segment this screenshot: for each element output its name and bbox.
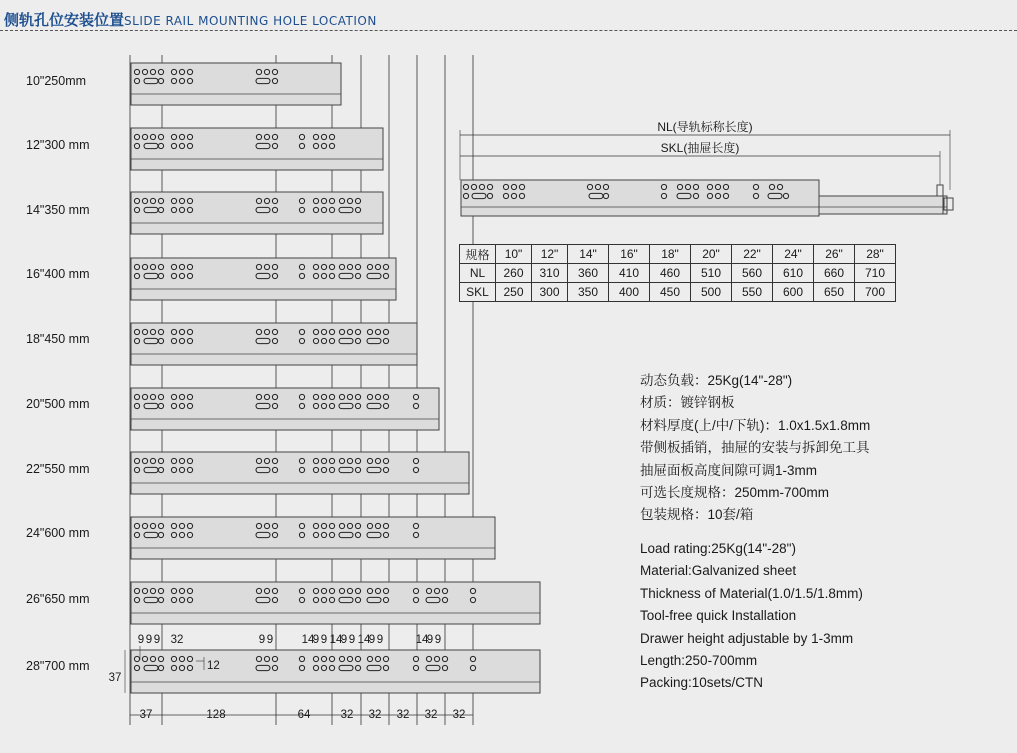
spec-cell: 20" [691,245,732,264]
rail-body [131,582,540,624]
spec-cell: 510 [691,264,732,283]
size-label: 14"350 mm [26,203,90,217]
rail-250 [131,63,341,105]
spec-cell: 300 [532,283,568,302]
spec-cell: 12" [532,245,568,264]
note-line: 可选长度规格：250mm-700mm [640,485,830,501]
spec-cell: 14" [568,245,609,264]
spec-cell: SKL [460,283,496,302]
top-dimension-label: 9 [320,634,328,646]
note-line: 材料厚度(上/中/下轨)：1.0x1.5x1.8mm [640,417,871,433]
rail-body [131,517,495,559]
top-dimension-label: 14 [301,634,315,646]
size-label: 18"450 mm [26,332,90,346]
bottom-dimension-label: 32 [340,709,354,721]
spec-cell: 560 [732,264,773,283]
note-line: Material:Galvanized sheet [640,563,797,579]
rail-600 [131,517,495,559]
size-label: 22"550 mm [26,462,90,476]
spec-cell: 26" [814,245,855,264]
notes-en [640,538,863,695]
spec-cell: 410 [609,264,650,283]
spec-cell: 710 [855,264,896,283]
spec-header-row [460,245,896,264]
top-dimension-label: 9 [376,634,384,646]
note-line: 动态负载：25Kg(14"-28") [640,373,793,388]
title-cn: 侧轨孔位安装位置 [4,12,125,29]
side-dimension-37: 37 [108,672,122,684]
rail-body [131,128,383,170]
size-label: 20"500 mm [26,397,90,411]
spec-cell: 24" [773,245,814,264]
spec-cell: 500 [691,283,732,302]
size-label: 10"250mm [26,74,87,88]
note-line: Thickness of Material(1.0/1.5/1.8mm) [640,585,863,601]
bottom-dimension-label: 128 [206,709,226,721]
spec-row-nl [460,264,896,283]
note-line: 带侧板插销，抽屉的安装与拆卸免工具 [640,440,870,456]
rail-extension [819,196,947,214]
spec-cell: 610 [773,264,814,283]
spec-cell: 16" [609,245,650,264]
note-line: 材质：镀锌钢板 [640,395,735,411]
top-dimension-label: 9 [137,634,145,646]
notes-cn [640,370,870,527]
spec-cell: 260 [496,264,532,283]
spec-cell: 450 [650,283,691,302]
top-dimension-label: 14 [415,634,429,646]
spec-cell: 规格 [460,245,496,264]
top-dimension-label: 9 [348,634,356,646]
spec-cell: NL [460,264,496,283]
rail-300 [131,128,383,170]
size-label: 26"650 mm [26,592,90,606]
spec-cell: 18" [650,245,691,264]
spec-cell: 600 [773,283,814,302]
spec-cell: 350 [568,283,609,302]
top-dimension-label: 9 [145,634,153,646]
nl-label: NL(导轨标称长度) [657,120,753,134]
rail-body [131,388,439,430]
spec-cell: 660 [814,264,855,283]
top-dimension-label: 9 [153,634,161,646]
spec-row-skl [460,283,896,302]
rail-550 [131,452,469,494]
bottom-dimension-label: 64 [297,709,311,721]
note-line: Length:250-700mm [640,653,758,669]
side-dimension-12: 12 [207,660,220,672]
spec-cell: 310 [532,264,568,283]
top-dimension-label: 32 [170,634,184,646]
note-line: Tool-free quick Installation [640,608,797,624]
top-dimension-label: 9 [266,634,274,646]
rail-400 [131,258,396,300]
rail-500 [131,388,439,430]
title-en: SLIDE RAIL MOUNTING HOLE LOCATION [124,14,377,28]
size-label: 28"700 mm [26,659,90,673]
spec-cell: 28" [855,245,896,264]
spec-table [459,244,896,302]
note-line: Load rating:25Kg(14"-28") [640,541,796,556]
rail-body [131,650,540,693]
rail-700 [131,650,540,693]
bottom-dimension-label: 32 [396,709,410,721]
spec-cell: 250 [496,283,532,302]
size-label: 12"300 mm [26,138,90,152]
top-dimension-label: 9 [434,634,442,646]
bottom-dimension-label: 32 [452,709,466,721]
bottom-dimension-label: 32 [368,709,382,721]
spec-cell: 400 [609,283,650,302]
note-line: 包装规格：10套/箱 [640,507,754,523]
top-dimension-label: 9 [258,634,266,646]
size-label: 24"600 mm [26,526,90,540]
rail-350 [131,192,383,234]
bottom-dimension-label: 32 [424,709,438,721]
note-line: Drawer height adjustable by 1-3mm [640,630,854,646]
bottom-dimension-label: 37 [139,709,153,721]
note-line: Packing:10sets/CTN [640,675,764,691]
spec-cell: 460 [650,264,691,283]
top-dimension-label: 9 [312,634,320,646]
rail-450 [131,323,417,365]
note-line: 抽屉面板高度间隙可调1-3mm [640,462,818,478]
skl-label: SKL(抽屉长度) [660,141,740,155]
top-dimension-label: 14 [329,634,343,646]
size-label: 16"400 mm [26,267,90,281]
spec-cell: 650 [814,283,855,302]
rail-650 [131,582,540,624]
spec-cell: 22" [732,245,773,264]
spec-cell: 550 [732,283,773,302]
spec-cell: 10" [496,245,532,264]
top-dimension-label: 9 [340,634,348,646]
spec-cell: 360 [568,264,609,283]
top-dimension-label: 9 [368,634,376,646]
top-dimension-label: 14 [357,634,371,646]
top-dimension-label: 9 [426,634,434,646]
spec-cell: 700 [855,283,896,302]
